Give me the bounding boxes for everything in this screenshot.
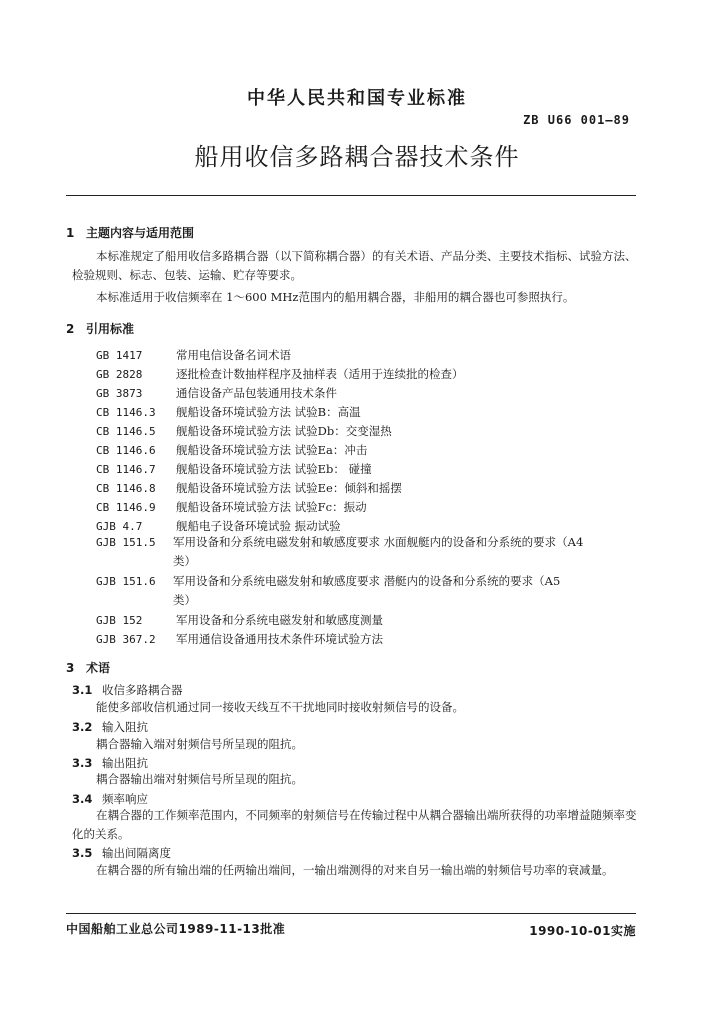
term-number: 3.5: [72, 846, 93, 860]
reference-code: CB 1146.7: [96, 463, 156, 476]
section-1-paragraph-2: 本标准适用于收信频率在 1～600 MHz范围内的船用耦合器，非船用的耦合器也可参照执行。: [96, 290, 575, 304]
reference-item: [96, 385, 337, 401]
reference-item: [96, 347, 291, 363]
reference-title: 逐批检查计数抽样程序及抽样表（适用于连续批的检查）: [176, 367, 464, 381]
reference-code: GJB 151.6: [96, 575, 156, 588]
reference-item: [96, 442, 367, 458]
reference-code: GJB 152: [96, 614, 143, 627]
section-title: 术语: [86, 661, 111, 675]
footer-divider: [66, 913, 636, 914]
reference-title: 军用设备和分系统电磁发射和敏感度要求 水面舰艇内的设备和分系统的要求（A4: [173, 535, 584, 549]
reference-title: 军用通信设备通用技术条件环境试验方法: [176, 632, 383, 646]
term-definition: 在耦合器的工作频率范围内，不同频率的射频信号在传输过程中从耦合器输出端所获得的功率增益随频率变化的关系。: [72, 808, 637, 841]
section-number: 2: [66, 322, 75, 336]
reference-title: 军用设备和分系统电磁发射和敏感度测量: [176, 613, 383, 627]
term-number: 3.4: [72, 792, 93, 806]
term-name: 输出间隔离度: [102, 846, 171, 860]
section-title: 主题内容与适用范围: [86, 226, 195, 240]
term-heading: [72, 755, 148, 771]
issue-info: 中国船舶工业总公司1989-11-13批准: [66, 922, 286, 936]
section-3-heading: [66, 659, 110, 676]
reference-title: 舰船设备环境试验方法 试验B：高温: [176, 405, 361, 419]
term-heading: [72, 719, 148, 735]
reference-code: GJB 367.2: [96, 633, 156, 646]
term-name: 频率响应: [102, 792, 148, 806]
header-divider: [66, 195, 636, 196]
reference-item: [96, 631, 383, 647]
term-heading: [72, 791, 148, 807]
reference-title-continuation: 类）: [173, 554, 196, 568]
reference-title: 舰船设备环境试验方法 试验Ee：倾斜和摇摆: [176, 481, 402, 495]
reference-code: GB 3873: [96, 387, 143, 400]
reference-title: 舰船电子设备环境试验 振动试验: [176, 519, 341, 533]
term-heading: [72, 682, 183, 698]
reference-item: [96, 572, 641, 610]
term-number: 3.2: [72, 720, 93, 734]
section-number: 1: [66, 226, 75, 240]
reference-item: [96, 612, 383, 628]
reference-code: CB 1146.8: [96, 482, 156, 495]
reference-title: 军用设备和分系统电磁发射和敏感度要求 潜艇内的设备和分系统的要求（A5: [173, 574, 561, 588]
section-title: 引用标准: [86, 322, 135, 336]
section-number: 3: [66, 661, 75, 675]
reference-title: 舰船设备环境试验方法 试验Fc：振动: [176, 500, 367, 514]
reference-title: 舰船设备环境试验方法 试验Ea：冲击: [176, 443, 368, 457]
reference-code: CB 1146.9: [96, 501, 156, 514]
organization-heading: 中华人民共和国专业标准: [247, 88, 467, 109]
reference-title: 舰船设备环境试验方法 试验Db：交变湿热: [176, 424, 392, 438]
reference-item: [96, 461, 372, 477]
reference-code: GJB 4.7: [96, 520, 143, 533]
term-name: 输出阻抗: [102, 756, 148, 770]
term-heading: [72, 845, 171, 861]
section-1-heading: [66, 224, 194, 241]
reference-code: GB 1417: [96, 349, 143, 362]
term-definition: 在耦合器的所有输出端的任两输出端间，一输出端测得的对来自另一输出端的射频信号功率的衰减量。: [96, 863, 614, 877]
section-1-paragraph-1: 本标准规定了船用收信多路耦合器（以下简称耦合器）的有关术语、产品分类、主要技术指标、试验方法、检验规则、标志、包装、运输、贮存等要求。: [72, 249, 637, 282]
reference-title: 舰船设备环境试验方法 试验Eb： 碰撞: [176, 462, 372, 476]
reference-code: GJB 151.5: [96, 536, 156, 549]
reference-item: [96, 423, 392, 439]
reference-item: [96, 366, 464, 382]
term-name: 输入阻抗: [102, 720, 148, 734]
reference-code: GB 2828: [96, 368, 143, 381]
reference-item: [96, 518, 341, 534]
reference-code: CB 1146.5: [96, 425, 156, 438]
effective-date: 1990-10-01实施: [529, 924, 636, 938]
term-number: 3.1: [72, 683, 93, 697]
term-number: 3.3: [72, 756, 93, 770]
document-title: 船用收信多路耦合器技术条件: [194, 143, 520, 171]
reference-code: CB 1146.3: [96, 406, 156, 419]
section-2-heading: [66, 320, 134, 337]
reference-item: [96, 404, 361, 420]
reference-code: CB 1146.6: [96, 444, 156, 457]
term-definition: 耦合器输入端对射频信号所呈现的阻抗。: [96, 737, 303, 751]
term-definition: 耦合器输出端对射频信号所呈现的阻抗。: [96, 772, 303, 786]
term-definition: 能使多部收信机通过同一接收天线互不干扰地同时接收射频信号的设备。: [96, 700, 464, 714]
standard-code: ZB U66 001—89: [523, 113, 630, 127]
reference-item: [96, 499, 367, 515]
reference-title: 常用电信设备名词术语: [176, 348, 291, 362]
reference-title-continuation: 类）: [173, 593, 196, 607]
reference-item: [96, 480, 402, 496]
term-name: 收信多路耦合器: [102, 683, 183, 697]
reference-title: 通信设备产品包装通用技术条件: [176, 386, 337, 400]
reference-item: [96, 533, 641, 571]
